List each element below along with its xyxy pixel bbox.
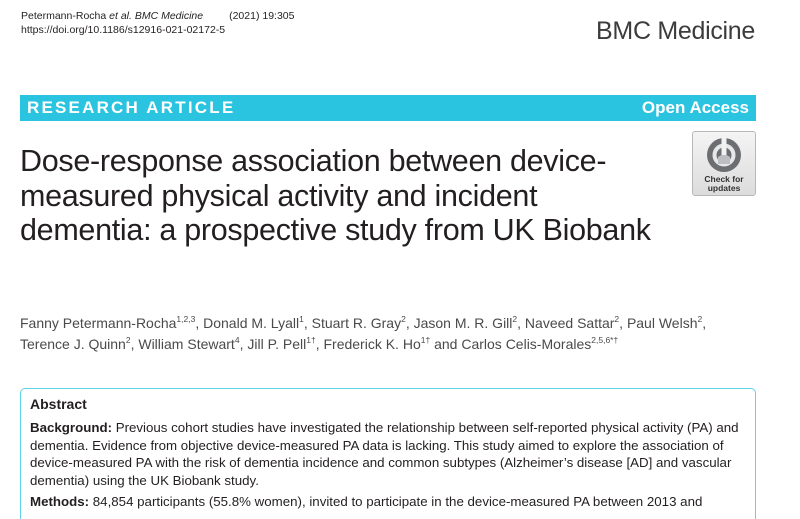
- citation-header: [21, 9, 294, 37]
- affiliation-marker: 4: [234, 335, 240, 345]
- author-name[interactable]: Jill P. Pell$^{1\dagger}$: [247, 335, 316, 352]
- check-for-updates-button[interactable]: [692, 131, 756, 196]
- journal-logo: BMC Medicine: [596, 17, 755, 45]
- affiliation-marker: 2: [401, 314, 406, 324]
- methods-label: Methods:: [30, 494, 90, 510]
- author-name[interactable]: William Stewart$^4$: [138, 335, 240, 352]
- citation-authors: Petermann-Rocha: [21, 10, 110, 22]
- affiliation-marker: 1†: [420, 335, 431, 345]
- author-name[interactable]: Fanny Petermann-Rocha$^{1,2,3}$: [20, 314, 196, 331]
- author-name[interactable]: Donald M. Lyall$^1$: [203, 314, 304, 331]
- article-type-banner: [20, 95, 756, 121]
- article-type-label: RESEARCH ARTICLE: [27, 98, 236, 117]
- affiliation-marker: 1: [299, 314, 304, 324]
- author-name[interactable]: Terence J. Quinn$^2$: [20, 335, 131, 352]
- affiliation-marker: 2: [512, 314, 518, 324]
- citation-year-volume: (2021) 19:305: [229, 10, 295, 22]
- methods-text: 84,854 participants (55.8% women), invited to participate in the device-measured PA between 2013 and: [89, 494, 703, 510]
- background-label: Background:: [30, 420, 113, 435]
- doi-link[interactable]: https://doi.org/10.1186/s12916-021-02172-5: [21, 24, 226, 36]
- affiliation-marker: 2: [125, 335, 131, 345]
- abstract-box: [20, 388, 756, 519]
- author-name[interactable]: Stuart R. Gray$^2$: [311, 314, 406, 331]
- open-access-label: Open Access: [641, 98, 749, 117]
- author-name[interactable]: Naveed Sattar$^2$: [524, 314, 620, 331]
- affiliation-marker: 2: [614, 314, 620, 324]
- author-list: Fanny Petermann-Rocha$^{1,2,3}$, Donald M. Lyall$^1$, Stuart R. Gray$^2$, Jason M. R. Gill$^2$, Naveed Sattar$^2$, Paul Welsh$^2$, Terence J. Quinn$^2$, William Stewart$^4$, Jill P. Pell$^{1\dagger}$, Frederick K. $Ho^{1\dagger}$ and Carlos Celis-Morales$^{2,5,6*\dagger}$: [20, 314, 707, 352]
- affiliation-marker: 2,5,6*†: [591, 335, 619, 345]
- check-for-updates-label: Check for updates: [704, 174, 744, 193]
- author-name[interactable]: Jason M. R. Gill$^2$: [413, 314, 518, 331]
- abstract-heading: Abstract: [30, 396, 87, 412]
- author-name[interactable]: Frederick K. $Ho^{1\dagger}$: [323, 335, 431, 352]
- affiliation-marker: 1†: [306, 335, 316, 345]
- affiliation-marker: 1,2,3: [176, 314, 196, 324]
- affiliation-marker: 2: [697, 314, 703, 324]
- article-title: Dose-response association between device-measured physical activity and incident dementia: a prospective study from UK Biobank: [20, 144, 651, 247]
- crossmark-icon: [705, 136, 743, 174]
- author-name[interactable]: Carlos Celis-Morales$^{2,5,6*\dagger}$: [461, 335, 619, 352]
- author-name[interactable]: Paul Welsh$^2$: [626, 314, 703, 331]
- citation-line: [21, 9, 294, 23]
- background-text: Previous cohort studies have investigated the relationship between self-reported physical activity (PA) and dementia. Evidence from objective device-measured PA data is lacking. This study aimed to explore the association of device-measured PA with the risk of dementia incidence and common subtypes (Alzheimer’s disease [AD] and vascular dementia) using the UK Biobank study.: [30, 420, 739, 488]
- citation-etal: et al. BMC Medicine: [109, 10, 204, 22]
- abstract-methods: [30, 493, 746, 511]
- abstract-background: [30, 419, 746, 489]
